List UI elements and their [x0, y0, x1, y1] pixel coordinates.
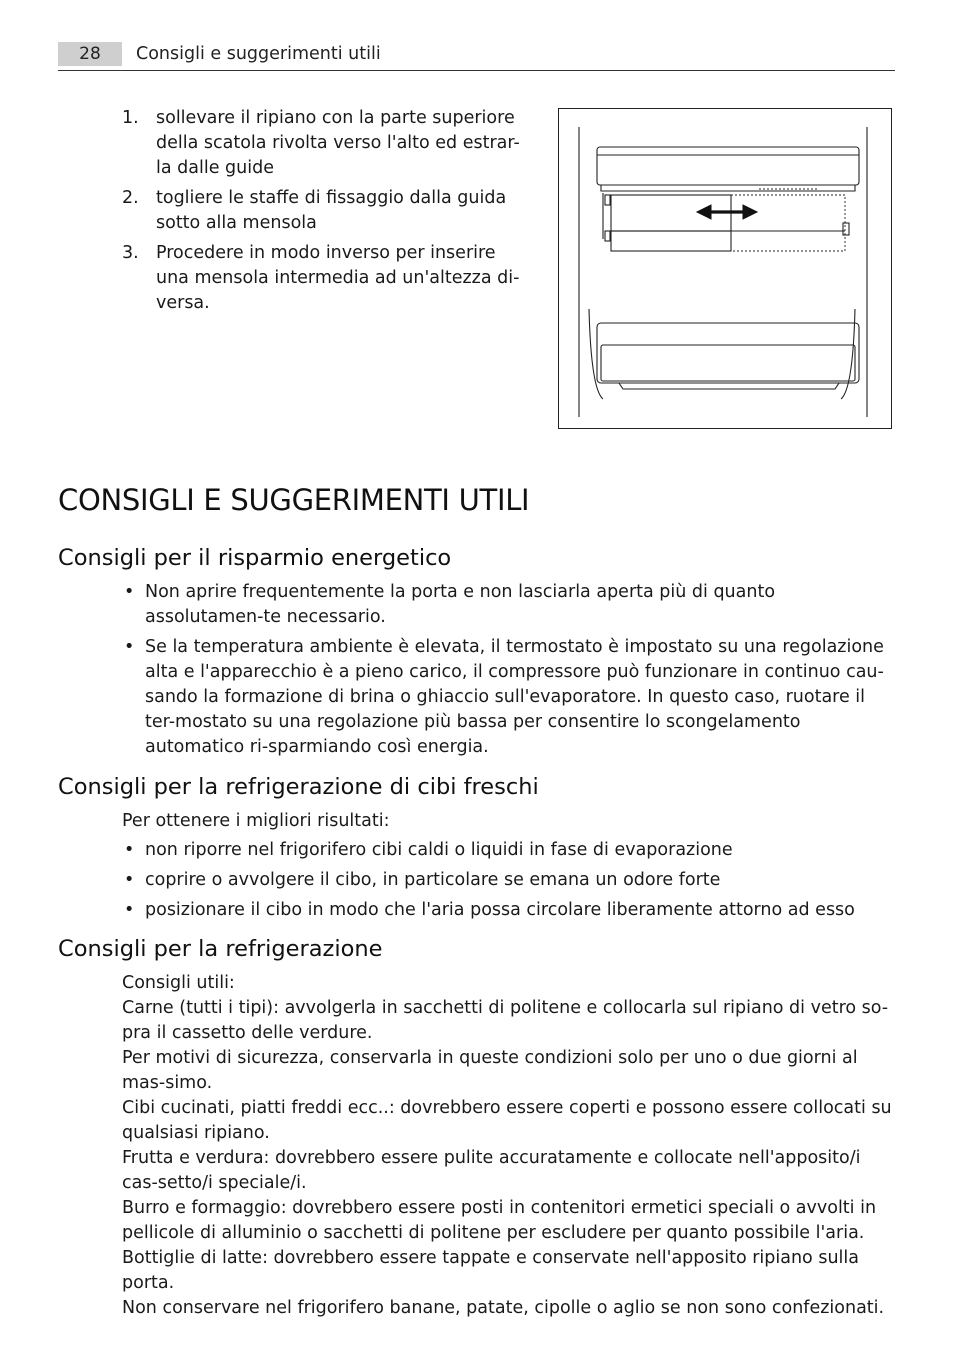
- step-item: [122, 106, 522, 181]
- step-number: 3.: [122, 243, 139, 263]
- bullet-text: non riporre nel frigorifero cibi caldi o liquidi in fase di evaporazione: [145, 840, 733, 860]
- fresh-food-intro: Per ottenere i migliori risultati:: [122, 811, 390, 831]
- step-number: 2.: [122, 188, 139, 208]
- step-item: [122, 186, 522, 236]
- step-text: togliere le staffe di fissaggio dalla guida sotto alla mensola: [156, 188, 507, 233]
- paragraph: Consigli utili:: [122, 973, 235, 993]
- paragraph: Non conservare nel frigorifero banane, patate, cipolle o aglio se non sono confezionati.: [122, 1298, 885, 1318]
- bullet-item: [122, 868, 897, 893]
- bullet-dot: •: [124, 637, 135, 657]
- bullet-text: posizionare il cibo in modo che l'aria possa circolare liberamente attorno ad esso: [145, 900, 855, 920]
- paragraph: Frutta e verdura: dovrebbero essere pulite accuratamente e collocate nell'apposito/i cas-setto/i speciale/i.: [122, 1148, 861, 1193]
- paragraph: Burro e formaggio: dovrebbero essere posti in contenitori ermetici speciali o avvolti in pellicole di alluminio o sacchetti di politene per escludere per quanto possibile l'aria.: [122, 1198, 877, 1243]
- step-text: sollevare il ripiano con la parte superiore della scatola rivolta verso l'alto ed estrar-la dalle guide: [156, 108, 520, 178]
- header-title: Consigli e suggerimenti utili: [136, 44, 381, 64]
- refrigeration-heading: Consigli per la refrigerazione: [58, 936, 383, 962]
- step-number: 1.: [122, 108, 139, 128]
- fridge-interior-drawing: [559, 109, 891, 428]
- shelf-illustration: [558, 108, 892, 429]
- step-text: Procedere in modo inverso per inserire una mensola intermedia ad un'altezza di-versa.: [156, 243, 520, 313]
- bullet-dot: •: [124, 870, 135, 890]
- refrigeration-text-block: [122, 971, 897, 1321]
- section-title: CONSIGLI E SUGGERIMENTI UTILI: [58, 483, 530, 517]
- bullet-text: coprire o avvolgere il cibo, in particolare se emana un odore forte: [145, 870, 721, 890]
- page-number: 28: [58, 42, 122, 66]
- fresh-food-bullet-list: [122, 838, 897, 928]
- bullet-dot: •: [124, 900, 135, 920]
- energy-heading: Consigli per il risparmio energetico: [58, 545, 452, 571]
- paragraph: Cibi cucinati, piatti freddi ecc..: dovrebbero essere coperti e possono essere collocati su qualsiasi ripiano.: [122, 1098, 892, 1143]
- fresh-food-heading: Consigli per la refrigerazione di cibi freschi: [58, 774, 539, 800]
- paragraph: Carne (tutti i tipi): avvolgerla in sacchetti di politene e collocarla sul ripiano di vetro so-pra il cassetto delle verdure.: [122, 998, 889, 1043]
- paragraph: Bottiglie di latte: dovrebbero essere tappate e conservate nell'apposito ripiano sulla porta.: [122, 1248, 859, 1293]
- bullet-item: [122, 580, 897, 630]
- steps-list: [122, 106, 522, 321]
- energy-bullet-list: [122, 580, 897, 765]
- bullet-item: [122, 635, 897, 760]
- paragraph: Per motivi di sicurezza, conservarla in queste condizioni solo per uno o due giorni al mas-simo.: [122, 1048, 858, 1093]
- page-header: [58, 40, 895, 71]
- bullet-item: [122, 838, 897, 863]
- step-item: [122, 241, 522, 316]
- bullet-dot: •: [124, 582, 135, 602]
- bullet-dot: •: [124, 840, 135, 860]
- bullet-item: [122, 898, 897, 923]
- bullet-text: Se la temperatura ambiente è elevata, il termostato è impostato su una regolazione alta e l'apparecchio è a pieno carico, il compressore può funzionare in continuo cau-sando la formazione di brina o ghiaccio sull'evaporatore. In questo caso, ruotare il ter-mostato su una regolazione più bassa per consentire lo scongelamento automatico ri-sparmiando così energia.: [145, 637, 884, 757]
- bullet-text: Non aprire frequentemente la porta e non lasciarla aperta più di quanto assolutamen-te necessario.: [145, 582, 776, 627]
